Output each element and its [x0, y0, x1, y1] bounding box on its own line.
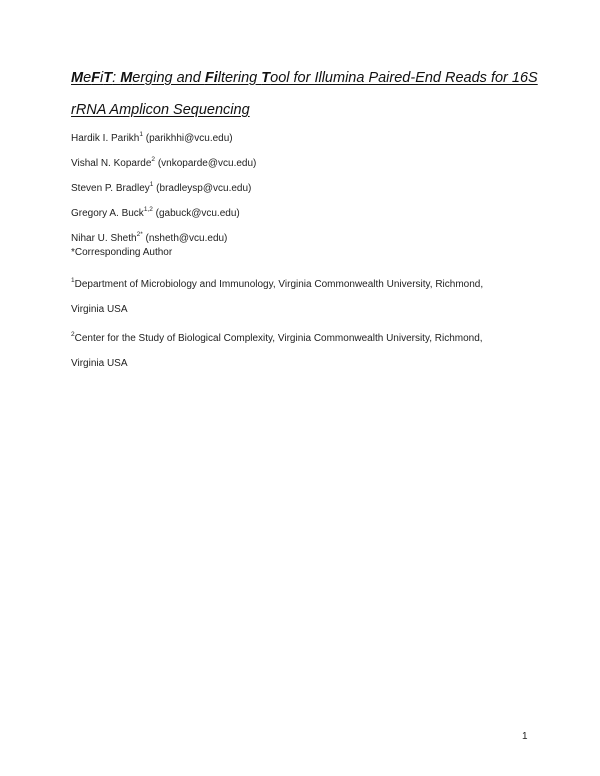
author-affiliation-marker: 2 [151, 156, 156, 163]
title-text-segment: e [83, 70, 92, 86]
corresponding-author-note: *Corresponding Author [71, 247, 173, 258]
author-email: (parikhhi@vcu.edu) [145, 133, 233, 144]
author-affiliation-marker: 1,2 [143, 206, 153, 213]
author-affiliation-marker: 2* [136, 231, 143, 238]
author-name: Hardik I. Parikh [71, 133, 140, 144]
author-name: Nihar U. Sheth [71, 233, 137, 244]
affiliation-line-continued: Virginia USA [71, 358, 128, 369]
author-email: (vnkoparde@vcu.edu) [157, 158, 257, 169]
page-number: 1 [522, 731, 528, 742]
paper-title-line-2: rRNA Amplicon Sequencing [71, 102, 250, 118]
author-name: Steven P. Bradley [71, 183, 150, 194]
title-acronym-letter: T [261, 70, 271, 86]
title-text-segment: i [100, 70, 104, 86]
title-text-segment: erging and [132, 70, 205, 86]
title-acronym-letter: Fi [204, 70, 218, 86]
author-email: (nsheth@vcu.edu) [145, 233, 228, 244]
affiliation-line [71, 333, 483, 344]
author-line [71, 183, 251, 194]
title-text-segment: ool for Illumina Paired-End Reads for 16S [270, 70, 538, 86]
affiliation-text: Center for the Study of Biological Complexity, Virginia Commonwealth University, Richmond, [74, 333, 483, 344]
author-name: Vishal N. Koparde [71, 158, 152, 169]
affiliation-marker: 2 [71, 331, 75, 338]
title-text-segment: ltering [217, 70, 262, 86]
author-affiliation-marker: 1 [139, 131, 143, 138]
author-email: (gabuck@vcu.edu) [155, 208, 240, 219]
title-acronym-letter: M [71, 70, 84, 86]
author-line [71, 158, 256, 169]
author-line [71, 233, 227, 244]
affiliation-marker: 1 [71, 277, 75, 284]
title-text-segment: : [112, 70, 121, 86]
title-acronym-letter: T [103, 70, 113, 86]
paper-title-line-1 [71, 70, 538, 86]
author-line [71, 133, 233, 144]
title-acronym-letter: M [120, 70, 133, 86]
author-line [71, 208, 240, 219]
title-acronym-letter: F [91, 70, 101, 86]
author-affiliation-marker: 1 [149, 181, 154, 188]
affiliation-line [71, 279, 483, 290]
affiliation-line-continued: Virginia USA [71, 304, 128, 315]
author-name: Gregory A. Buck [71, 208, 144, 219]
author-email: (bradleysp@vcu.edu) [156, 183, 252, 194]
affiliation-text: Department of Microbiology and Immunology, Virginia Commonwealth University, Richmond, [74, 279, 484, 290]
